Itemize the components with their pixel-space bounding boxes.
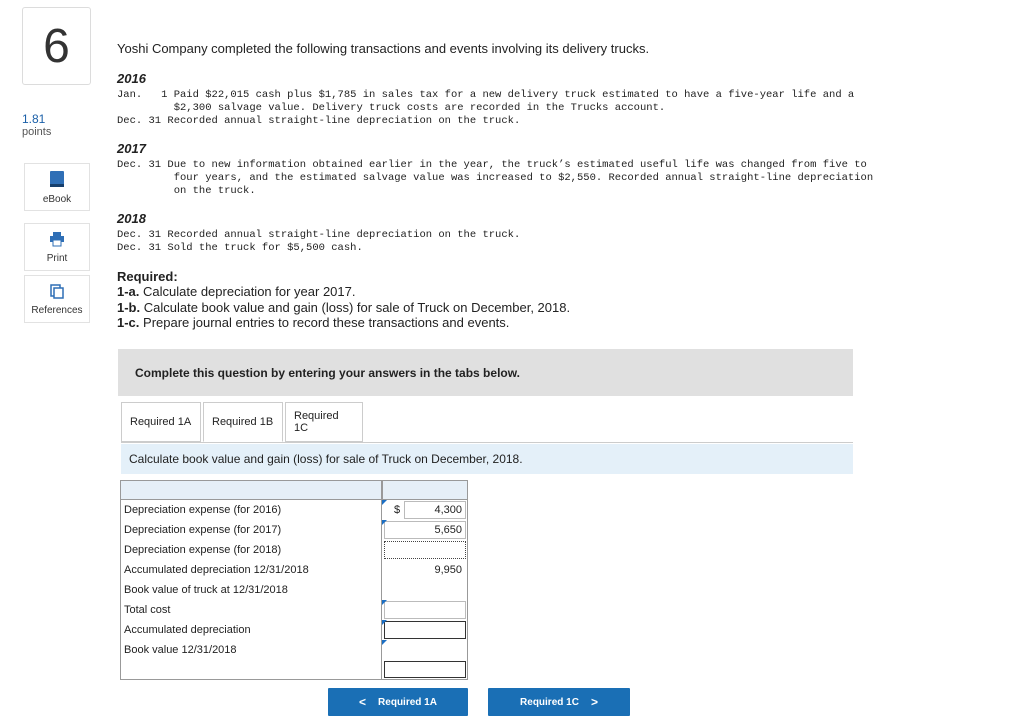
amount-input[interactable]: 4,300 (404, 501, 466, 519)
prev-tab-button[interactable] (328, 688, 468, 716)
row-label: Total cost (120, 600, 382, 620)
next-tab-label: Required 1C (520, 696, 579, 708)
table-row (120, 580, 468, 600)
value-cell (382, 660, 468, 680)
required-heading: Required: (117, 269, 178, 284)
header-cell (382, 480, 468, 500)
question-number: 6 (22, 7, 91, 85)
row-label: Depreciation expense (for 2016) (120, 500, 382, 520)
transaction-line: Dec. 31 Sold the truck for $5,500 cash. (117, 242, 363, 254)
tab-required-1a[interactable]: Required 1A (121, 402, 201, 442)
tab-bar (121, 402, 365, 442)
tab-instruction: Calculate book value and gain (loss) for sale of Truck on December, 2018. (121, 444, 853, 474)
flag-icon (382, 500, 387, 505)
tab-required-1c[interactable]: Required 1C (285, 402, 363, 442)
question-intro: Yoshi Company completed the following transactions and events involving its delivery trucks. (117, 41, 650, 56)
table-header (120, 480, 468, 500)
chevron-right-icon: > (590, 695, 598, 709)
document-stack-icon (49, 283, 65, 299)
table-row (120, 500, 468, 520)
required-tag: 1-a. (117, 284, 140, 299)
table-row (120, 660, 468, 680)
year-2018: 2018 (117, 211, 146, 226)
required-item (117, 315, 509, 330)
table-row (120, 600, 468, 620)
printer-icon (49, 231, 65, 247)
print-label: Print (46, 252, 68, 264)
amount-input[interactable] (384, 601, 466, 619)
amount-input[interactable] (384, 621, 466, 639)
transaction-line: Dec. 31 Due to new information obtained earlier in the year, the truck’s estimated useful life was changed from five to (117, 159, 867, 171)
row-label: Book value 12/31/2018 (120, 640, 382, 660)
print-button[interactable] (24, 223, 90, 271)
flag-icon (382, 600, 387, 605)
book-icon (49, 170, 65, 188)
value-cell (382, 500, 468, 520)
transaction-line: Jan. 1 Paid $22,015 cash plus $1,785 in sales tax for a new delivery truck estimated to have a five-year life and a (117, 89, 855, 101)
table-row (120, 640, 468, 660)
table-row (120, 560, 468, 580)
currency-symbol: $ (394, 504, 401, 516)
flag-icon (382, 520, 387, 525)
row-label: Accumulated depreciation (120, 620, 382, 640)
ebook-label: eBook (42, 193, 72, 205)
year-2017: 2017 (117, 141, 146, 156)
row-label: Depreciation expense (for 2017) (120, 520, 382, 540)
value-cell (382, 560, 468, 580)
flag-icon (382, 640, 387, 645)
row-label: Depreciation expense (for 2018) (120, 540, 382, 560)
ebook-button[interactable] (24, 163, 90, 211)
transaction-line: on the truck. (117, 185, 256, 197)
points-value: 1.81 (22, 112, 46, 126)
value-cell (382, 640, 468, 660)
required-item (117, 300, 570, 315)
value-cell (382, 580, 468, 600)
value-cell (382, 620, 468, 640)
references-label: References (31, 304, 83, 316)
table-row (120, 620, 468, 640)
prev-tab-label: Required 1A (378, 696, 437, 708)
row-label: Book value of truck at 12/31/2018 (120, 580, 382, 600)
next-tab-button[interactable] (488, 688, 630, 716)
transaction-line: Dec. 31 Recorded annual straight-line depreciation on the truck. (117, 229, 521, 241)
amount-input[interactable]: 5,650 (384, 521, 466, 539)
points-label: points (22, 126, 52, 138)
tab-required-1b[interactable]: Required 1B (203, 402, 283, 442)
table-row (120, 520, 468, 540)
value-cell (382, 520, 468, 540)
chevron-left-icon: < (359, 695, 367, 709)
header-cell (120, 480, 382, 500)
required-tag: 1-b. (117, 300, 141, 315)
value-cell (382, 600, 468, 620)
required-tag: 1-c. (117, 315, 140, 330)
tab-divider (121, 442, 853, 443)
required-text: Calculate depreciation for year 2017. (139, 284, 356, 299)
required-text: Prepare journal entries to record these transactions and events. (139, 315, 510, 330)
row-label: Accumulated depreciation 12/31/2018 (120, 560, 382, 580)
transaction-line: Dec. 31 Recorded annual straight-line depreciation on the truck. (117, 115, 521, 127)
references-button[interactable] (24, 275, 90, 323)
table-row (120, 540, 468, 560)
instructions-banner: Complete this question by entering your answers in the tabs below. (118, 349, 853, 396)
row-label (120, 660, 382, 680)
flag-icon (382, 620, 387, 625)
amount-input[interactable] (384, 541, 466, 559)
required-text: Calculate book value and gain (loss) for sale of Truck on December, 2018. (140, 300, 571, 315)
value-cell (382, 540, 468, 560)
required-item (117, 284, 355, 299)
amount-output: 9,950 (384, 561, 466, 579)
transaction-line: four years, and the estimated salvage value was increased to $2,550. Recorded annual straight-line depreciation (117, 172, 874, 184)
year-2016: 2016 (117, 71, 146, 86)
amount-input[interactable] (384, 661, 466, 678)
transaction-line: $2,300 salvage value. Delivery truck costs are recorded in the Trucks account. (117, 102, 666, 114)
